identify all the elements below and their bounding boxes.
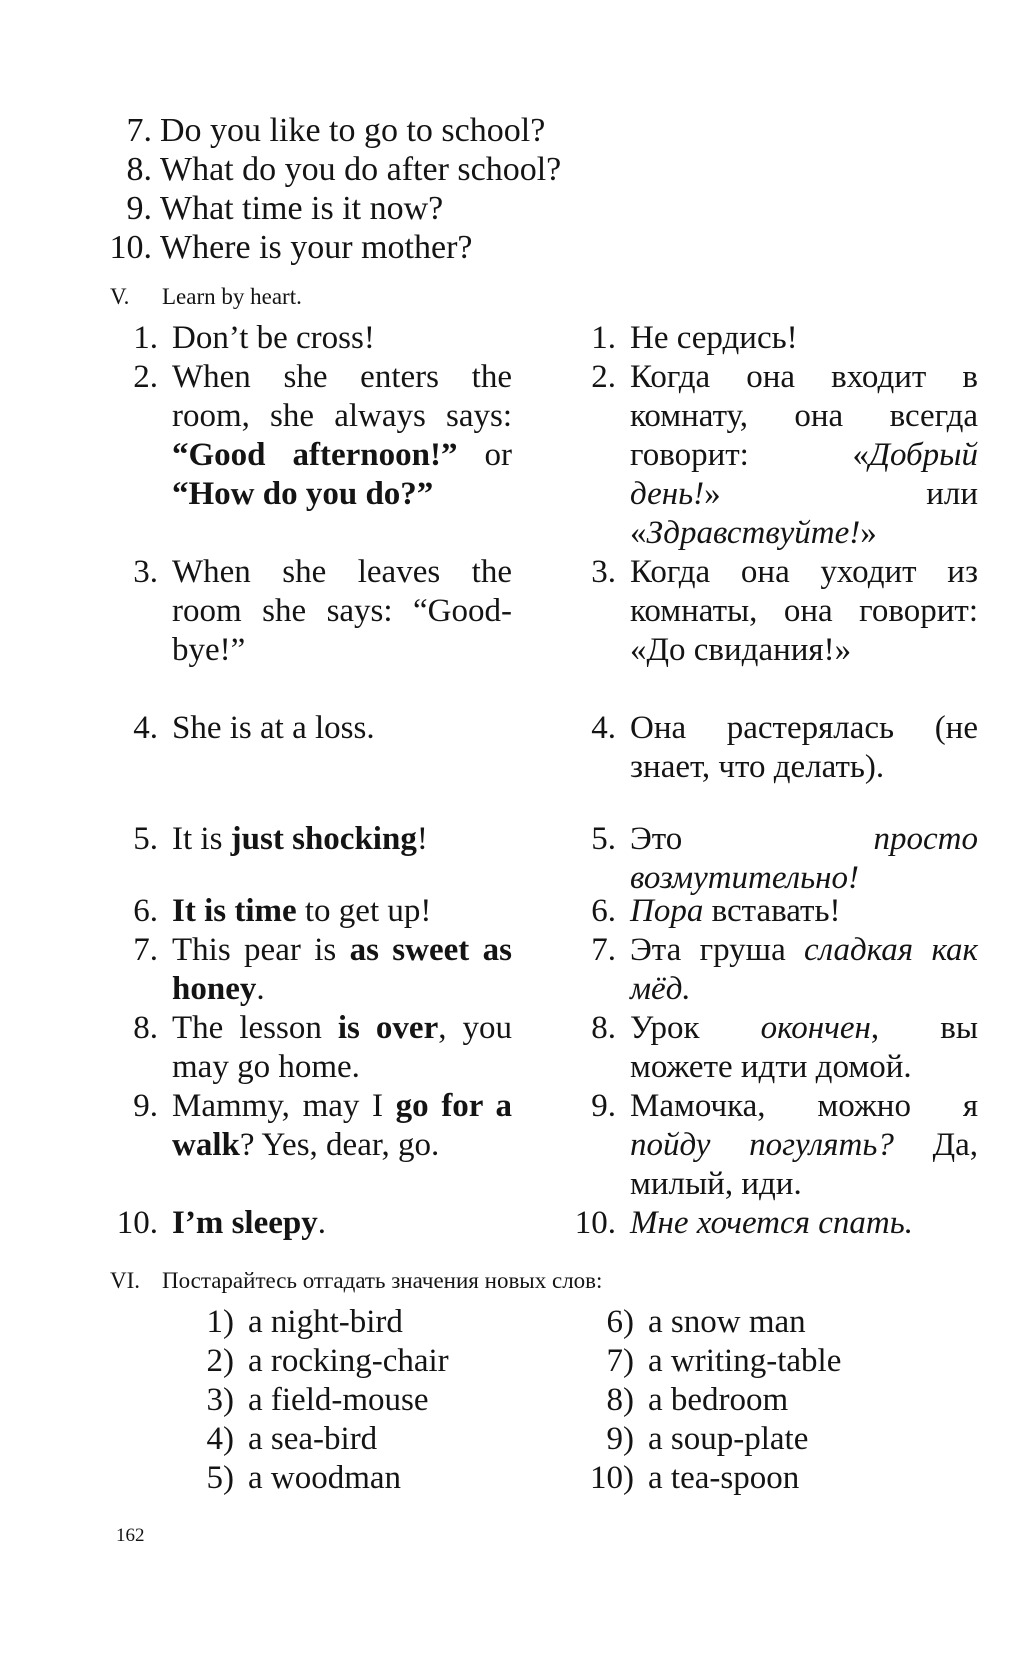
english-item-4: 4. She is at a loss.: [112, 709, 512, 820]
text-run: .: [317, 1205, 326, 1241]
russian-item-6: 6. Пора вставать!: [566, 892, 978, 931]
words-list-right: [576, 1303, 841, 1498]
section-vi-header: VI. Постарайтесь отгадать значения новых слов:: [110, 1268, 603, 1293]
english-column: [112, 319, 512, 1243]
russian-item-7: 7. Эта груша сладкая как мёд.: [591, 932, 978, 1007]
english-text: [172, 319, 512, 358]
russian-text: [630, 319, 978, 358]
question-item: 7. Do you like to go to school?: [126, 112, 546, 149]
russian-item-1: 1. Не сердись!: [566, 319, 978, 358]
english-item-3: 3. When she leaves the room she says: “Good-bye!”: [112, 553, 512, 709]
text-run: Don’t be cross!: [172, 320, 375, 356]
text-run: Не сердись!: [630, 320, 798, 356]
text-run: , you may go home.: [172, 1010, 512, 1085]
english-text: [172, 709, 512, 820]
russian-item-4: 4. Она растерялась (не знает, что делать).: [566, 709, 978, 820]
english-item-9: 9. Mammy, may I go for a walk? Yes, dear, go.: [112, 1087, 512, 1204]
word-item: 1) a night-bird: [206, 1304, 403, 1340]
bold-phrase: “Good afternoon!”: [172, 437, 458, 473]
text-run: »: [860, 515, 877, 551]
english-item-8: 8. The lesson is over, you may go home.: [133, 1010, 512, 1085]
bold-phrase: just shocking: [230, 821, 417, 857]
english-item-7: 7. This pear is as sweet as honey.: [133, 932, 512, 1007]
text-run: The lesson: [172, 1010, 338, 1046]
english-item-1: 1. Don’t be cross!: [112, 319, 512, 358]
bold-phrase: It is time: [172, 893, 297, 929]
words-list-left: [176, 1303, 449, 1498]
text-run: Когда она уходит из комнаты, она говорит: «До свидания!»: [630, 554, 978, 668]
bold-phrase: is over: [337, 1010, 439, 1046]
english-item-2: 2. When she enters the room, she always says: “Good afternoon!” or “How do you do?”: [112, 358, 512, 553]
english-item-5: 5. It is just shocking!: [112, 820, 512, 892]
section-v-header: V. Learn by heart.: [110, 284, 302, 309]
russian-item-8: 8. Урок окончен, вы можете идти домой.: [591, 1010, 978, 1085]
text-run: Да, милый, иди.: [630, 1127, 978, 1202]
russian-item-9: 9. Мамочка, можно я пойду погулять? Да, милый, иди.: [591, 1088, 978, 1202]
question-item: 10. Where is your mother?: [109, 229, 473, 266]
text-run: When she leaves the room she says: “Good-bye!”: [172, 554, 512, 668]
italic-phrase: Добрый день!: [630, 437, 978, 512]
text-run: Mammy, may I: [172, 1088, 396, 1124]
word-item: 5) a woodman: [206, 1460, 402, 1496]
text-run: Она растерялась (не знает, что делать).: [630, 710, 978, 785]
english-item-6: 6. It is time to get up!: [112, 892, 512, 931]
italic-phrase: окончен: [760, 1010, 871, 1046]
russian-text: [630, 358, 978, 553]
russian-text: [630, 820, 978, 896]
english-text: [172, 1009, 512, 1087]
word-item: 2) a rocking-chair: [206, 1343, 449, 1379]
text-run: !: [416, 821, 428, 857]
english-text: [172, 892, 512, 931]
english-text: [172, 820, 512, 892]
text-run: .: [256, 971, 265, 1007]
word-item: 3) a field-mouse: [206, 1382, 429, 1418]
russian-item-5: 5. Это просто возмутительно!: [591, 821, 978, 896]
text-run: This pear is: [172, 932, 350, 968]
russian-text: [630, 1087, 978, 1204]
italic-phrase: Мне хочется спать.: [630, 1205, 913, 1241]
page-number: 162: [116, 1525, 145, 1546]
english-text: [172, 358, 512, 553]
italic-phrase: Пора: [630, 893, 704, 929]
italic-phrase: просто возмутительно!: [630, 821, 978, 896]
text-run: When she enters the room, she always says:: [172, 359, 512, 434]
russian-column: [566, 319, 978, 1243]
bold-phrase: “How do you do?”: [172, 476, 434, 512]
russian-text: [630, 1009, 978, 1087]
text-run: or: [457, 437, 512, 473]
russian-text: [630, 892, 978, 931]
text-run: Урок: [630, 1010, 761, 1046]
text-run: вставать!: [703, 893, 841, 929]
italic-phrase: сладкая как мёд.: [630, 932, 978, 1007]
question-list: [100, 111, 561, 267]
word-item: 4) a sea-bird: [206, 1421, 378, 1457]
english-item-10: 10. I’m sleepy.: [112, 1204, 512, 1243]
english-text: [172, 1204, 512, 1243]
russian-text: [630, 931, 978, 1009]
bold-phrase: go for a walk: [172, 1088, 512, 1163]
text-run: » или «: [630, 476, 978, 551]
english-text: [172, 1087, 512, 1204]
question-item: 9. What time is it now?: [126, 190, 444, 227]
russian-item-2: 2. Когда она входит в комнату, она всегда говорит: «Добрый день!» или «Здравствуйте!»: [591, 359, 978, 551]
word-item: 6) a snow man: [606, 1304, 806, 1340]
text-run: ? Yes, dear, go.: [239, 1127, 440, 1163]
bold-phrase: as sweet as honey: [172, 932, 512, 1007]
russian-item-10: 10. Мне хочется спать.: [566, 1204, 978, 1243]
question-item: 8. What do you do after school?: [126, 151, 562, 188]
text-run: She is at a loss.: [172, 710, 375, 746]
word-item: 10) a tea-spoon: [590, 1460, 800, 1496]
russian-item-3: 3. Когда она уходит из комнаты, она говорит: «До свидания!»: [566, 553, 978, 709]
italic-phrase: пойду погулять?: [630, 1127, 894, 1163]
english-text: [172, 553, 512, 709]
word-item: 7) a writing-table: [606, 1343, 842, 1379]
english-text: [172, 931, 512, 1009]
word-item: 8) a bedroom: [606, 1382, 789, 1418]
text-run: It is: [172, 821, 231, 857]
text-run: Эта груша: [630, 932, 805, 968]
russian-text: [630, 1204, 978, 1243]
russian-text: [630, 709, 978, 820]
text-run: , вы можете идти домой.: [630, 1010, 978, 1085]
italic-phrase: Здравствуйте!: [646, 515, 861, 551]
word-item: 9) a soup-plate: [606, 1421, 809, 1457]
text-run: Когда она входит в комнату, она всегда говорит: «: [630, 359, 978, 473]
text-run: to get up!: [296, 893, 432, 929]
bold-phrase: I’m sleepy: [172, 1205, 318, 1241]
russian-text: [630, 553, 978, 709]
text-run: Это: [630, 821, 874, 857]
text-run: Мамочка, можно я: [630, 1088, 978, 1124]
